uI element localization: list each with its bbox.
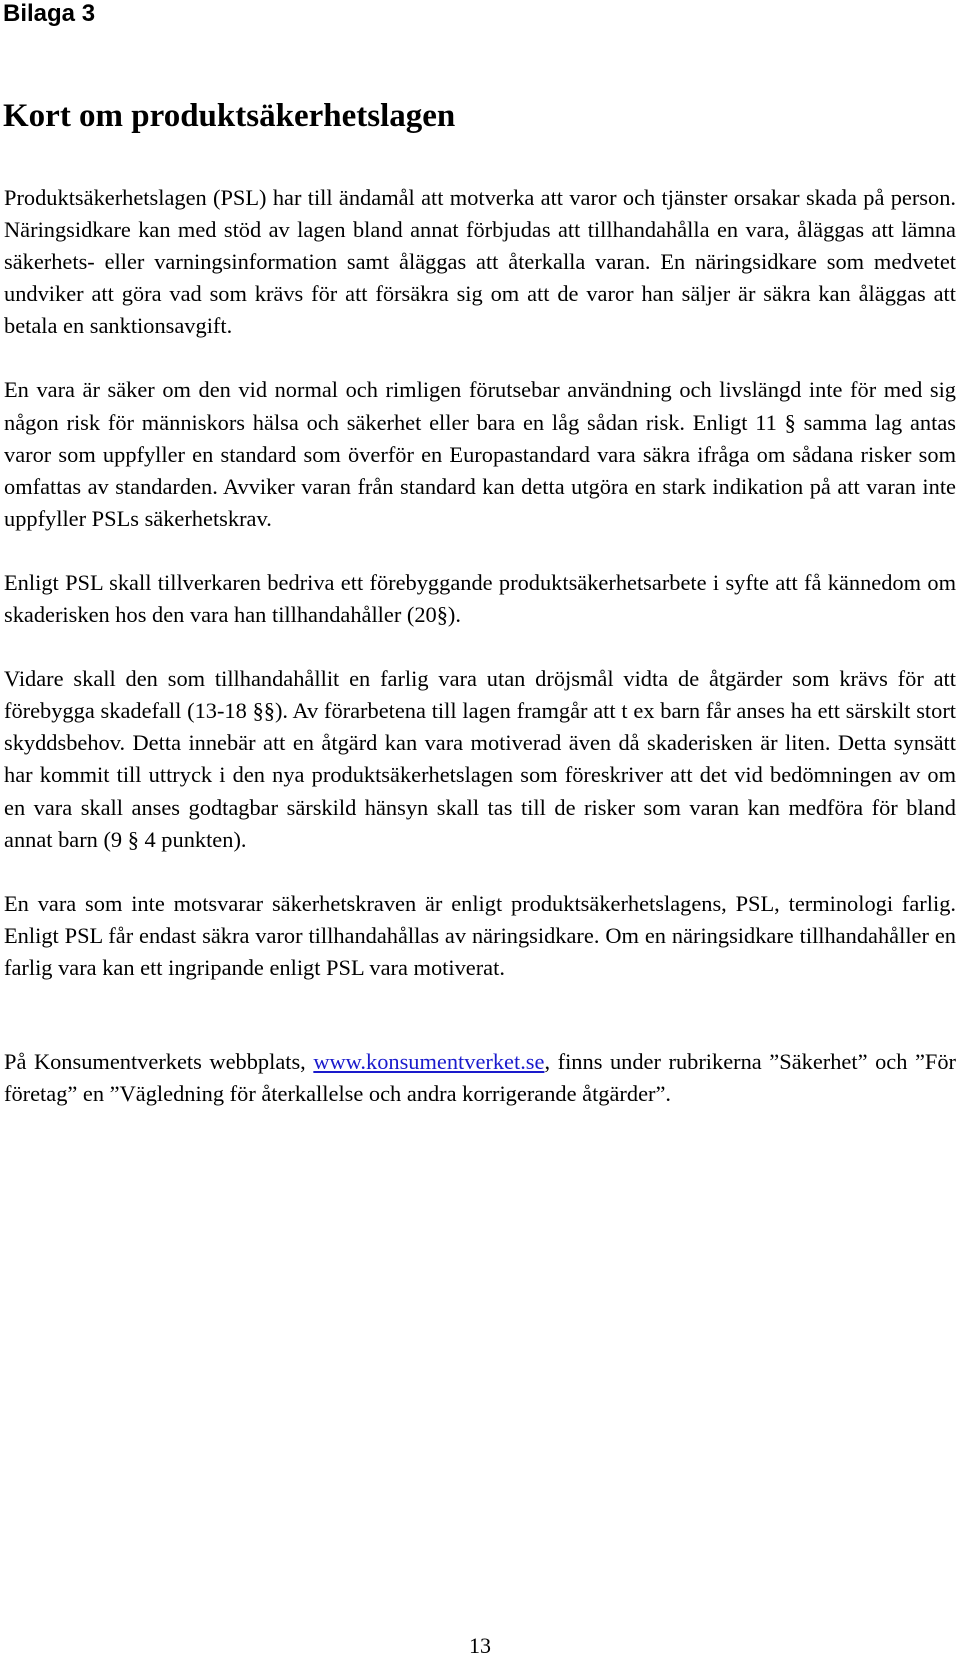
paragraph-terminology: En vara som inte motsvarar säkerhetskraven är enligt produktsäkerhetslagens, PSL, terminologi farlig. Enligt PSL får endast säkra varor tillhandahållas av näringsidkare. Om en näringsidkare tillhandahåller en farlig vara kan ett ingripande enligt PSL vara motiverat. — [4, 890, 956, 980]
paragraph-safe-product: En vara är säker om den vid normal och rimligen förutsebar användning och livslängd inte för med sig någon risk för människors hälsa och säkerhet eller bara en låg sådan risk. Enligt 11 § samma lag antas varor som uppfyller en standard som överför en Europastandard vara säkra ifråga om sådana risker som omfattas av standarden. Avviker varan från standard kan detta utgöra en stark indikation på att varan inte uppfyller PSLs säkerhetskrav. — [4, 377, 956, 531]
paragraph-manufacturer-duty: Enligt PSL skall tillverkaren bedriva ett förebyggande produktsäkerhetsarbete i syfte att få kännedom om skaderisken hos den vara han tillhandahåller (20§). — [4, 569, 956, 628]
paragraph-psl-purpose: Produktsäkerhetslagen (PSL) har till ändamål att motverka att varor och tjänster orsakar skada på person. Näringsidkare kan med stöd av lagen bland annat förbjudas att tillhandahålla en vara, åläggas att lämna säkerhets- eller varningsinformation samt åläggas att återkalla varan. En näringsidkare som medvetet undviker att göra vad som krävs för att försäkra sig om att de varor han säljer är säkra kan åläggas att betala en sanktionsavgift. — [4, 185, 956, 339]
closing-text-after-link: , finns under rubrikerna ”Säkerhet” och ”För företag” en ”Vägledning för återkallelse och andra korrigerande åtgärder”. — [4, 1048, 956, 1107]
document-body — [4, 182, 956, 1142]
page-number: 13 — [469, 1633, 491, 1658]
konsumentverket-link[interactable]: www.konsumentverket.se — [313, 1048, 545, 1074]
closing-text-before-link: På Konsumentverkets webbplats, — [4, 1048, 314, 1074]
paragraph-dangerous-product: Vidare skall den som tillhandahållit en farlig vara utan dröjsmål vidta de åtgärder som krävs för att förebygga skadefall (13-18 §§). Av förarbetena till lagen framgår att t ex barn får anses ha ett särskilt stort skyddsbehov. Detta innebär att en åtgärd kan vara motiverad även då skaderisken är liten. Detta synsätt har kommit till uttryck i den nya produktsäkerhetslagen som föreskriver att det vid bedömningen av om en vara skall anses godtagbar särskild hänsyn skall tas till de risker som varan kan medföra för bland annat barn (9 § 4 punkten). — [4, 666, 956, 852]
appendix-label: Bilaga 3 — [3, 0, 96, 27]
paragraph-website-reference — [4, 1046, 956, 1110]
page-title: Kort om produktsäkerhetslagen — [3, 98, 456, 134]
